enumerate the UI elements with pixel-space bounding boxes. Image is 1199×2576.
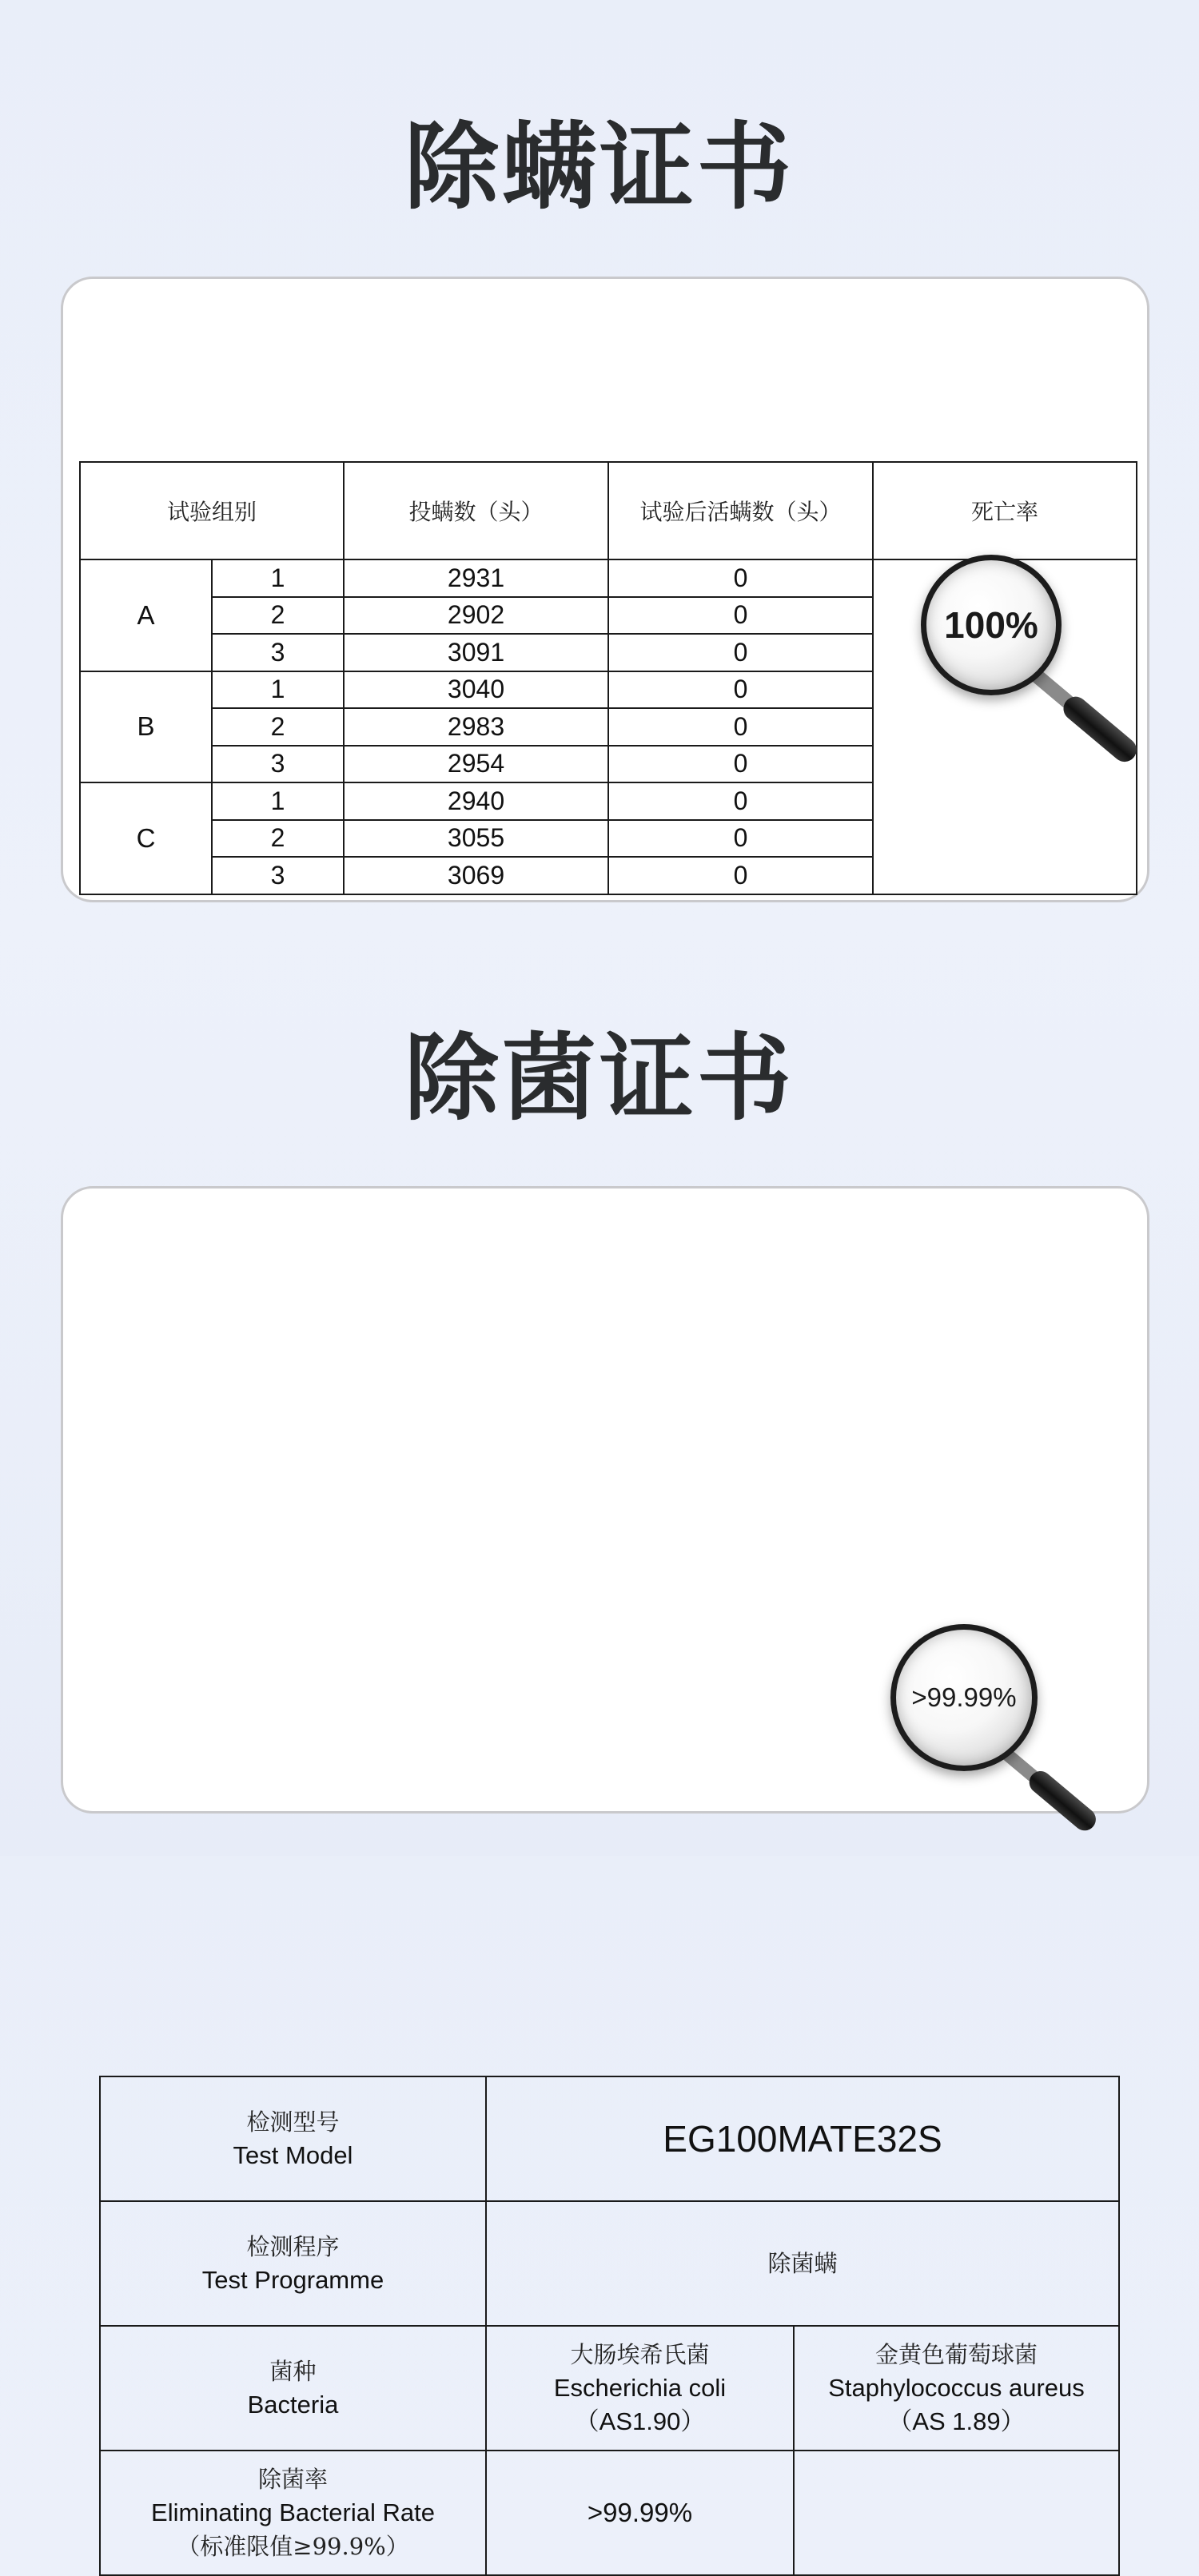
table-cell: 2940: [344, 782, 608, 820]
rate-label-cn: 除菌率: [257, 2466, 328, 2493]
table-cell: 0: [608, 857, 873, 894]
death-rate-value: 100%: [944, 604, 1038, 646]
table-cell: 0: [608, 746, 873, 783]
bacteria-certificate-title: 除菌证书: [404, 1023, 795, 1133]
table-cell: 2: [212, 597, 344, 635]
header-test-group: 试验组别: [80, 462, 344, 559]
test-programme-label: [100, 2201, 486, 2326]
test-programme-label-cn: 检测程序: [246, 2233, 340, 2260]
staph-strain-code: （AS 1.89）: [887, 2407, 1026, 2435]
staph-name-en: Staphylococcus aureus: [828, 2374, 1085, 2402]
eliminating-rate-label: [100, 2451, 486, 2575]
mite-certificate-card: [61, 277, 1149, 902]
model-number: EG100MATE32S: [663, 2118, 942, 2160]
rate-label-en: Eliminating Bacterial Rate: [151, 2498, 435, 2526]
bacteria-test-table: [99, 2076, 1120, 2576]
table-cell: 0: [608, 708, 873, 746]
header-live-mites-after: 试验后活螨数（头）: [608, 462, 873, 559]
bacteria-certificate-card: [61, 1186, 1149, 2560]
table-cell: 3: [212, 634, 344, 671]
table-cell: 3: [212, 857, 344, 894]
table-cell: 2983: [344, 708, 608, 746]
table-cell: 1: [212, 559, 344, 597]
table-cell: 1: [212, 671, 344, 709]
table-cell: 0: [608, 634, 873, 671]
bacteria-staph: [794, 2326, 1119, 2451]
table-cell: 3055: [344, 820, 608, 858]
magnifier-icon: [914, 555, 1154, 770]
table-cell: 3040: [344, 671, 608, 709]
header-mites-placed: 投螨数（头）: [344, 462, 608, 559]
table-cell: 0: [608, 559, 873, 597]
header-death-rate: 死亡率: [873, 462, 1137, 559]
magnifier-icon: [878, 1624, 1126, 1808]
programme-name: 除菌螨: [767, 2250, 838, 2277]
group-label-a: A: [80, 559, 212, 671]
table-cell: 3069: [344, 857, 608, 894]
test-programme-label-en: Test Programme: [201, 2266, 384, 2294]
test-model-label-cn: 检测型号: [246, 2108, 340, 2136]
test-model-label-en: Test Model: [233, 2141, 353, 2169]
staph-rate-cell: [794, 2451, 1119, 2575]
staph-name-cn: 金黄色葡萄球菌: [874, 2341, 1038, 2368]
rate-standard-limit: （标准限值≥99.9%）: [177, 2533, 409, 2560]
ecoli-name-en: Escherichia coli: [553, 2374, 727, 2402]
table-cell: 0: [608, 671, 873, 709]
staph-rate: >99.99%: [911, 1682, 1017, 1712]
table-cell: 2: [212, 820, 344, 858]
table-cell: 0: [608, 820, 873, 858]
table-cell: 1: [212, 782, 344, 820]
ecoli-rate-cell: [486, 2451, 794, 2575]
ecoli-name-cn: 大肠埃希氏菌: [570, 2341, 710, 2368]
test-programme-value: [486, 2201, 1119, 2326]
ecoli-strain-code: （AS1.90）: [574, 2407, 706, 2435]
bacteria-ecoli: [486, 2326, 794, 2451]
bacteria-label-en: Bacteria: [247, 2391, 339, 2419]
ecoli-rate: >99.99%: [587, 2498, 693, 2527]
test-model-value: [486, 2076, 1119, 2201]
test-model-label: [100, 2076, 486, 2201]
table-cell: 3: [212, 746, 344, 783]
table-cell: 2902: [344, 597, 608, 635]
group-label-b: B: [80, 671, 212, 783]
table-cell: 2931: [344, 559, 608, 597]
table-cell: 2954: [344, 746, 608, 783]
group-label-c: C: [80, 782, 212, 894]
table-cell: 0: [608, 782, 873, 820]
table-cell: 2: [212, 708, 344, 746]
mite-certificate-title: 除螨证书: [404, 112, 795, 222]
bacteria-label-cn: 菌种: [269, 2358, 317, 2385]
table-cell: 3091: [344, 634, 608, 671]
bacteria-label: [100, 2326, 486, 2451]
table-cell: 0: [608, 597, 873, 635]
